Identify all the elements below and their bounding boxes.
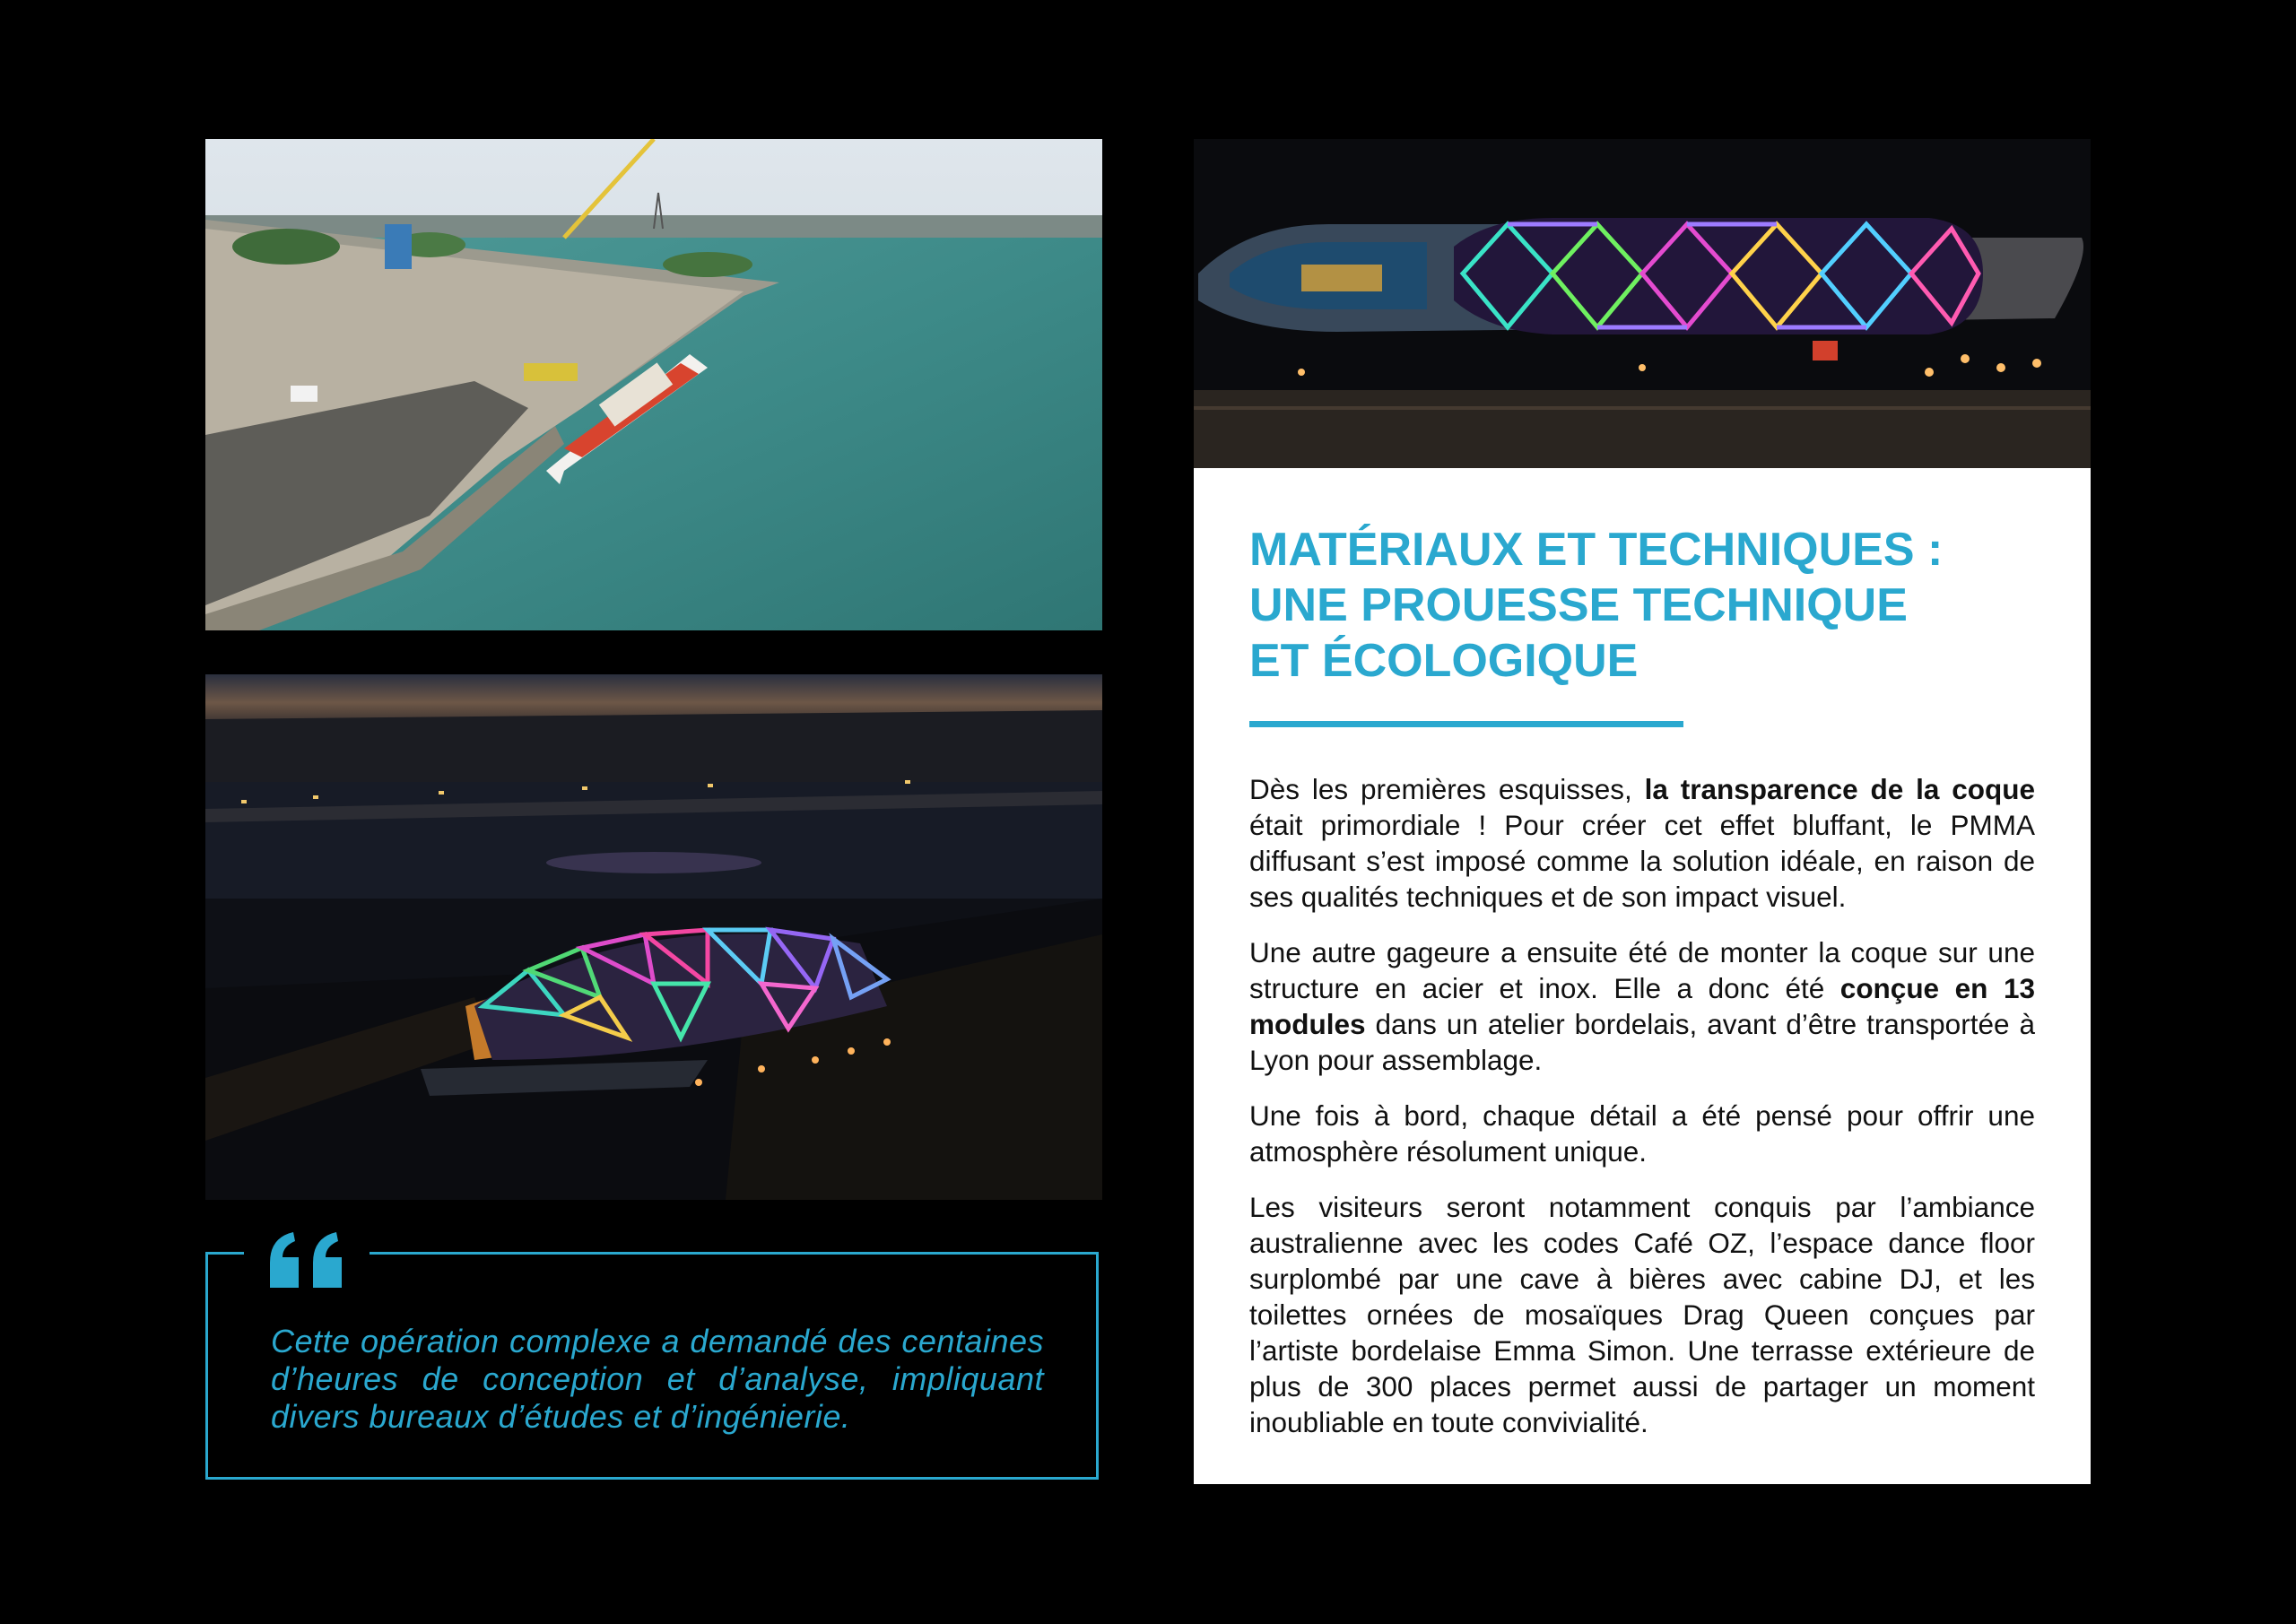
heading-line-1: MATÉRIAUX ET TECHNIQUES : [1249,524,1944,576]
paragraph-1: Dès les premières esquisses, la transparence de la coque était primordiale ! Pour créer cet effet bluffant, le PMMA diffusant s’est imposé comme la solution idéale, en raison de ses qualités techniques et de son impact visuel. [1249,773,2035,913]
quote-text: Cette opération complexe a demandé des centaines d’heures de conception et d’analyse, impliquant divers bureaux d’études et d’ingénierie. [271,1323,1044,1435]
paragraph-2: Une autre gageure a ensuite été de monter la coque sur une structure en acier et inox. Elle a donc été conçue en 13 modules dans un atelier bordelais, avant d’être transportée à Lyon pour assemblage. [1249,936,2035,1076]
text-panel [1194,468,2091,1484]
section-heading [1249,522,2057,689]
heading-line-2: UNE PROUESSE TECHNIQUE [1249,579,1908,631]
quote-mark-icon [244,1224,370,1296]
body-text [1249,771,2035,1460]
photo-boat-aerial [1194,139,2091,468]
quote-box [205,1252,1099,1480]
heading-underline [1249,721,1683,727]
heading-line-3: ET ÉCOLOGIQUE [1249,635,1639,687]
photo-boat-assembly-river [205,139,1102,630]
paragraph-4: Les visiteurs seront notamment conquis par l’ambiance australienne avec les codes Café OZ, l’espace dance floor surplombé par une cave à bières avec cabine DJ, et les toilettes ornées de mosaïques Drag Queen conçues par l’artiste bordelaise Emma Simon. Une terrasse extérieure de plus de 300 places permet aussi de partager un moment inoubliable en toute convivialité. [1249,1191,2035,1438]
photo-boat-night-lit [205,674,1102,1200]
paragraph-3: Une fois à bord, chaque détail a été pensé pour offrir une atmosphère résolument unique. [1249,1099,2035,1168]
